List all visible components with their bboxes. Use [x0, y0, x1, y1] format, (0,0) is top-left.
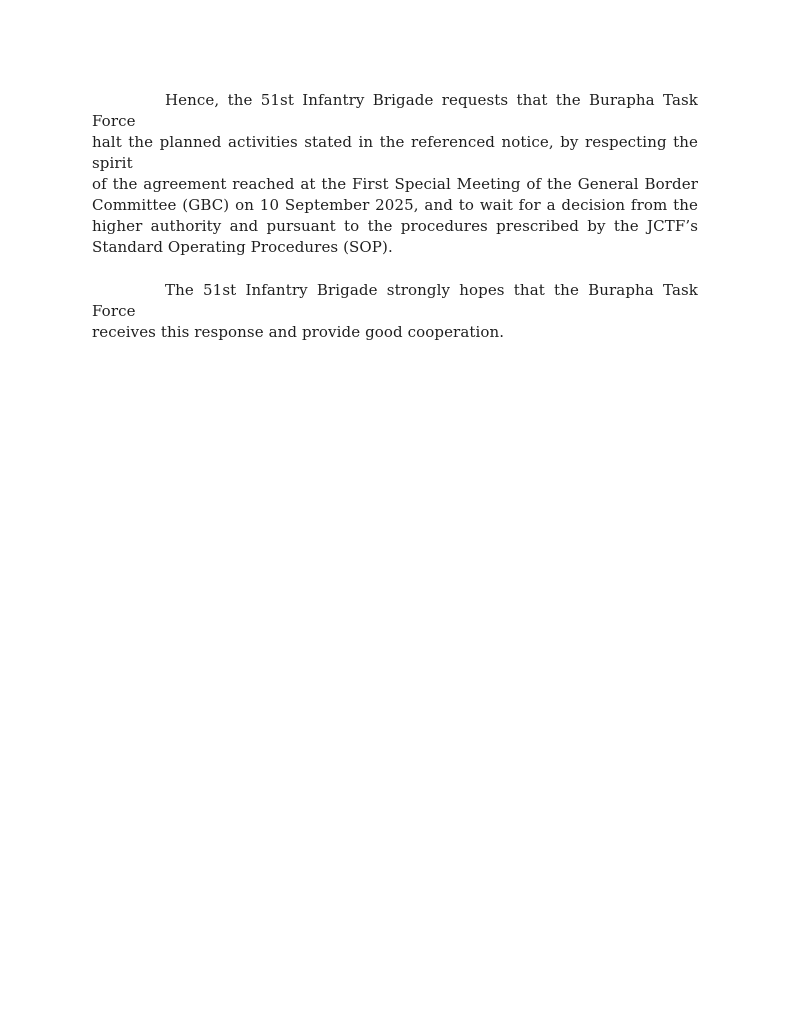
document-body: [92, 90, 698, 343]
paragraph-1: [92, 90, 698, 258]
text-line: The 51st Infantry Brigade strongly hopes that the Burapha Task Force: [92, 281, 698, 320]
text-line: of the agreement reached at the First Special Meeting of the General Border: [92, 175, 698, 193]
text-line: Hence, the 51st Infantry Brigade requests that the Burapha Task Force: [92, 91, 698, 130]
text-line: receives this response and provide good cooperation.: [92, 323, 505, 341]
paragraph-2: [92, 280, 698, 343]
text-line: Committee (GBC) on 10 September 2025, and to wait for a decision from the: [92, 196, 698, 214]
text-line: halt the planned activities stated in the referenced notice, by respecting the spirit: [92, 133, 698, 172]
text-line: Standard Operating Procedures (SOP).: [92, 238, 393, 256]
text-line: higher authority and pursuant to the procedures prescribed by the JCTF’s: [92, 217, 698, 235]
